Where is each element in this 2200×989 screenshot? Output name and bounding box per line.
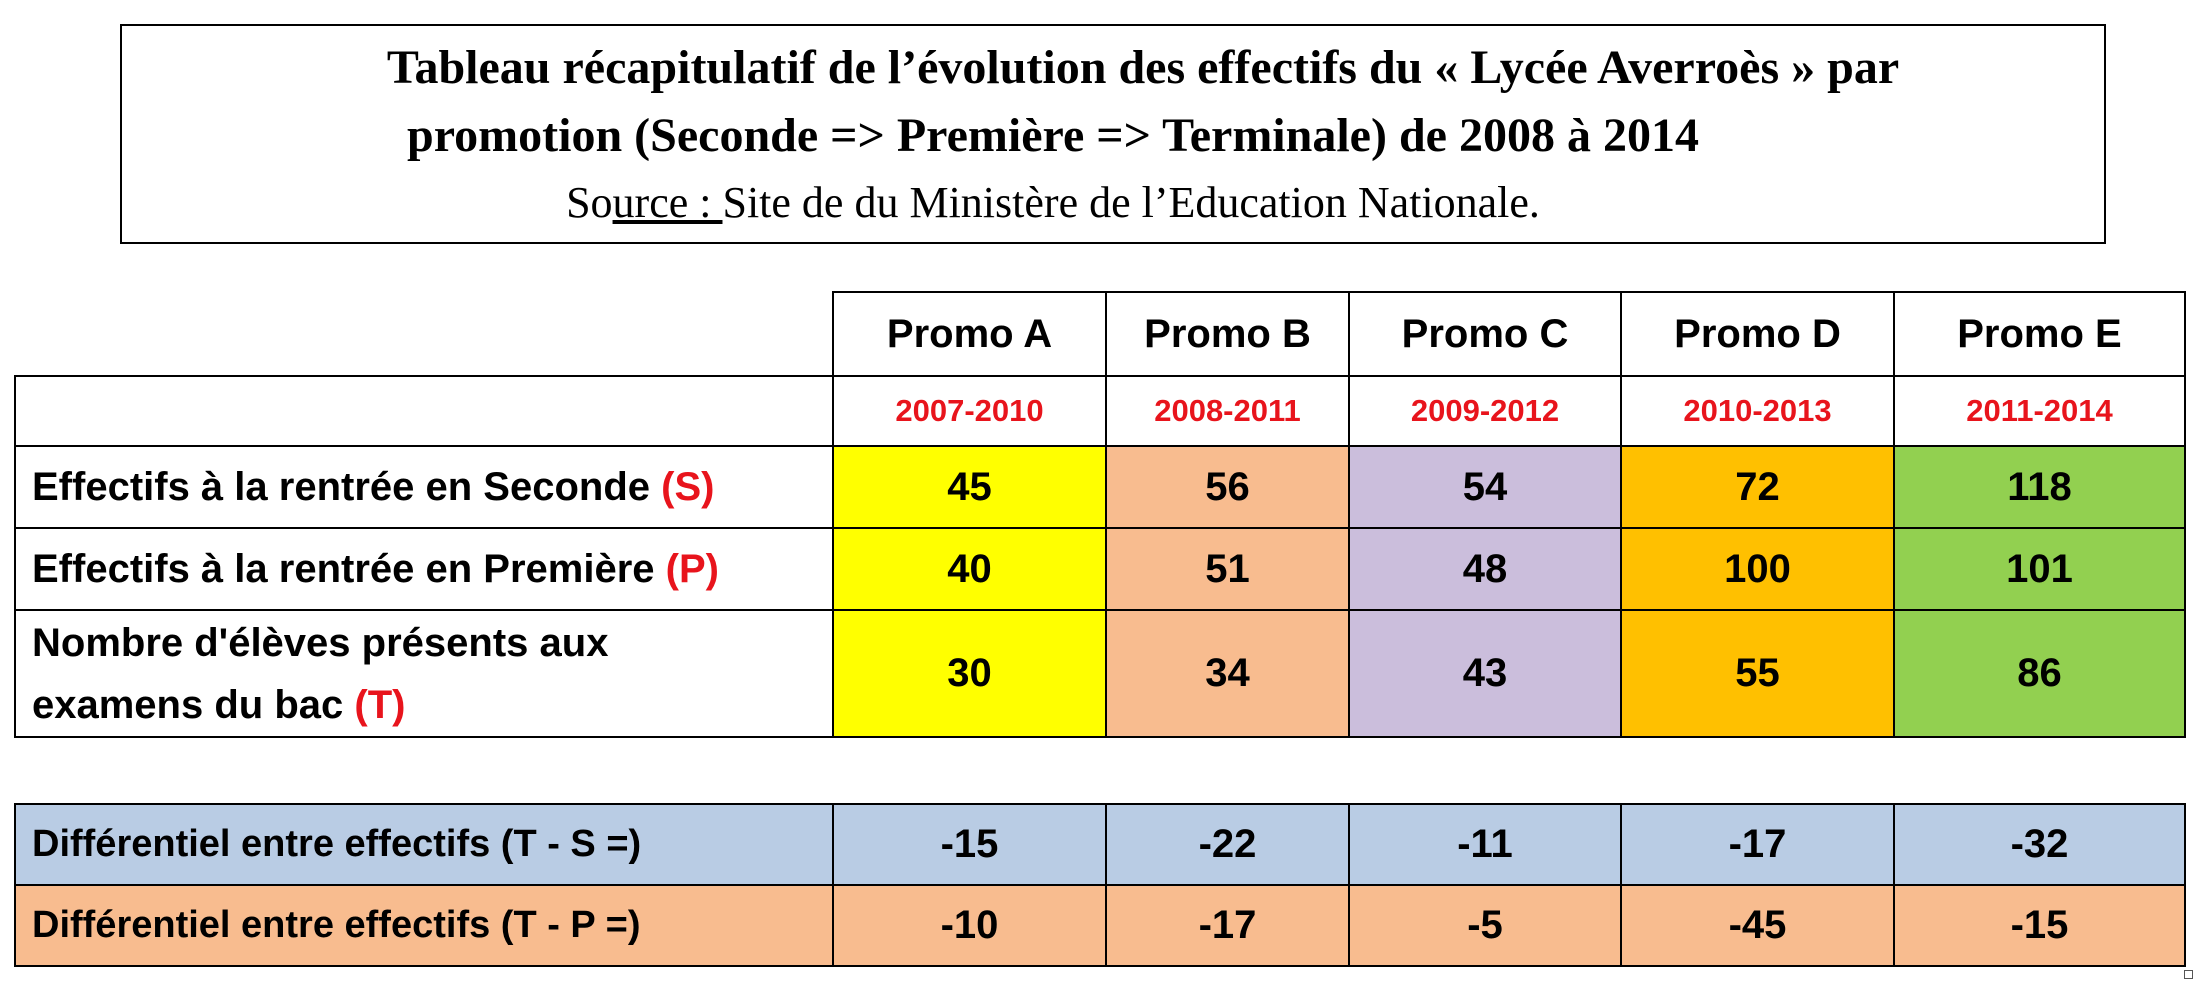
period-d: 2010-2013 — [1621, 376, 1894, 446]
diff-t-s-b: -22 — [1106, 804, 1349, 885]
period-c: 2009-2012 — [1349, 376, 1621, 446]
enrollment-table — [14, 291, 2186, 738]
cell-seconde-c: 54 — [1349, 446, 1621, 528]
diff-t-s-a: -15 — [833, 804, 1106, 885]
title-line-1: Tableau récapitulatif de l’évolution des effectifs du « Lycée Averroès » par — [386, 41, 1900, 94]
period-label-blank — [15, 376, 833, 446]
cell-terminale-b: 34 — [1106, 610, 1349, 737]
differential-table — [14, 803, 2186, 967]
diff-t-s-d: -17 — [1621, 804, 1894, 885]
cell-terminale-c: 43 — [1349, 610, 1621, 737]
diff-label-t-p: Différentiel entre effectifs (T - P =) — [15, 885, 833, 966]
title-box — [120, 24, 2106, 244]
cell-seconde-a: 45 — [833, 446, 1106, 528]
resize-handle[interactable] — [2184, 970, 2193, 979]
header-blank-cell — [15, 292, 833, 376]
cell-seconde-d: 72 — [1621, 446, 1894, 528]
table-row-seconde — [15, 446, 2185, 528]
period-a: 2007-2010 — [833, 376, 1106, 446]
diff-t-s-c: -11 — [1349, 804, 1621, 885]
cell-seconde-b: 56 — [1106, 446, 1349, 528]
source-text: Site de du Ministère de l’Education Nationale. — [722, 178, 1540, 227]
promo-header-c: Promo C — [1349, 292, 1621, 376]
row-label-terminale: Nombre d'élèves présents aux examens du bac (T) — [15, 610, 833, 737]
title-line-2: promotion (Seconde => Première => Terminale) de 2008 à 2014 — [407, 109, 1699, 162]
table-row-diff-t-p — [15, 885, 2185, 966]
cell-terminale-e: 86 — [1894, 610, 2185, 737]
table-row-diff-t-s — [15, 804, 2185, 885]
diff-t-p-c: -5 — [1349, 885, 1621, 966]
source-line — [2, 170, 2104, 236]
table-row-terminale — [15, 610, 2185, 737]
promo-header-d: Promo D — [1621, 292, 1894, 376]
source-underlined: urce : — [612, 178, 723, 227]
table-row-premiere — [15, 528, 2185, 610]
promo-header-b: Promo B — [1106, 292, 1349, 376]
period-row — [15, 376, 2185, 446]
cell-premiere-b: 51 — [1106, 528, 1349, 610]
cell-terminale-a: 30 — [833, 610, 1106, 737]
cell-seconde-e: 118 — [1894, 446, 2185, 528]
row-label-premiere: Effectifs à la rentrée en Première (P) — [15, 528, 833, 610]
cell-terminale-d: 55 — [1621, 610, 1894, 737]
promo-header-a: Promo A — [833, 292, 1106, 376]
diff-label-t-s: Différentiel entre effectifs (T - S =) — [15, 804, 833, 885]
row-label-seconde: Effectifs à la rentrée en Seconde (S) — [15, 446, 833, 528]
diff-t-p-a: -10 — [833, 885, 1106, 966]
promo-header-e: Promo E — [1894, 292, 2185, 376]
period-e: 2011-2014 — [1894, 376, 2185, 446]
diff-t-p-b: -17 — [1106, 885, 1349, 966]
source-prefix: So — [566, 178, 613, 227]
cell-premiere-d: 100 — [1621, 528, 1894, 610]
diff-t-s-e: -32 — [1894, 804, 2185, 885]
period-b: 2008-2011 — [1106, 376, 1349, 446]
cell-premiere-c: 48 — [1349, 528, 1621, 610]
cell-premiere-a: 40 — [833, 528, 1106, 610]
diff-t-p-d: -45 — [1621, 885, 1894, 966]
promo-header-row — [15, 292, 2185, 376]
diff-t-p-e: -15 — [1894, 885, 2185, 966]
cell-premiere-e: 101 — [1894, 528, 2185, 610]
